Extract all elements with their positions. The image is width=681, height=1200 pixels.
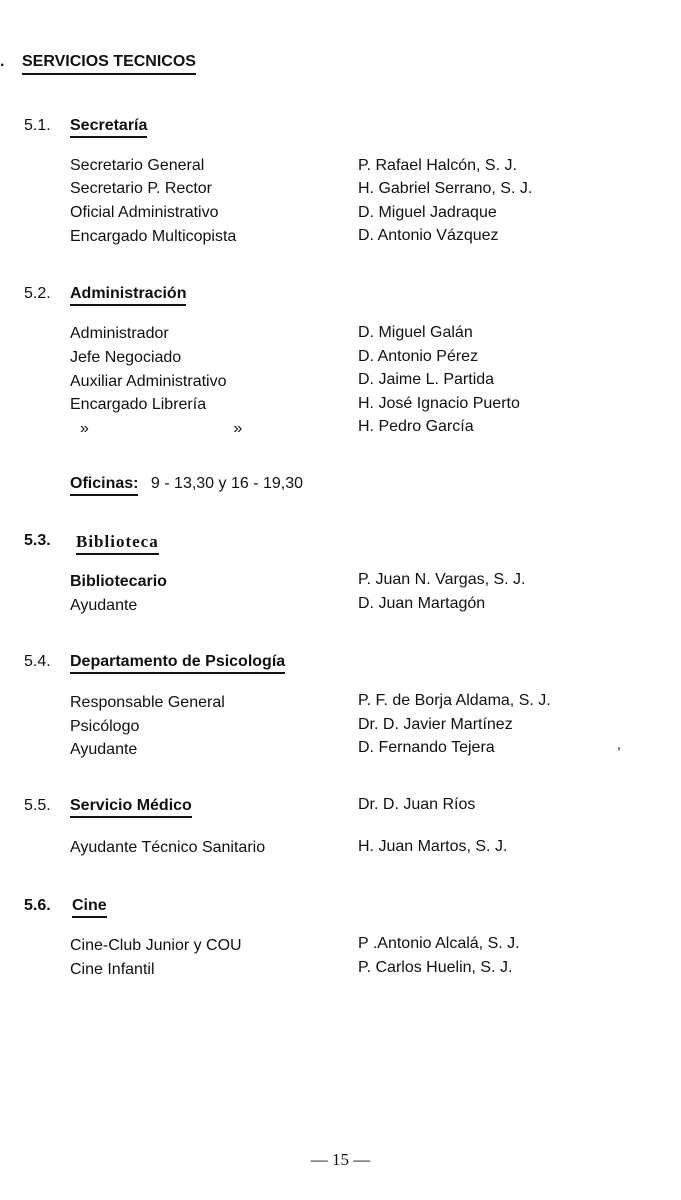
person-name: P. F. de Borja Aldama, S. J. (358, 692, 551, 709)
section-title: Secretaría (70, 117, 147, 135)
role-label: Ayudante Técnico Sanitario (70, 839, 266, 856)
page-title-text: SERVICIOS TECNICOS (22, 53, 196, 75)
page-title (22, 53, 196, 71)
section-title: Servicio Médico (70, 797, 192, 815)
person-name: Dr. D. Juan Ríos (358, 796, 476, 813)
role-label: Secretario P. Rector (70, 180, 212, 197)
role-label: Cine Infantil (70, 961, 155, 978)
role-label: Psicólogo (70, 718, 140, 735)
role-label: Encargado Multicopista (70, 228, 237, 245)
section-number: 5.2. (24, 285, 51, 302)
person-name: P .Antonio Alcalá, S. J. (358, 935, 520, 952)
person-name: H. Juan Martos, S. J. (358, 838, 508, 855)
section-number: 5.4. (24, 653, 51, 670)
role-label: Oficial Administrativo (70, 204, 219, 221)
section-title: Administración (70, 285, 186, 303)
section-number: 5.5. (24, 797, 51, 814)
person-name: D. Jaime L. Partida (358, 371, 495, 388)
role-label: Ayudante (70, 741, 138, 758)
section-title: Cine (72, 897, 107, 915)
person-name: H. Pedro García (358, 418, 474, 435)
section-number: 5.3. (24, 532, 51, 549)
ditto-marks: » » (80, 420, 313, 437)
office-hours (70, 475, 303, 493)
role-label: Jefe Negociado (70, 349, 182, 366)
person-name: H. José Ignacio Puerto (358, 395, 520, 412)
person-name: D. Antonio Pérez (358, 348, 479, 365)
stray-mark: , (617, 736, 621, 752)
person-name: D. Antonio Vázquez (358, 227, 499, 244)
page-number: — 15 — (310, 1150, 371, 1169)
role-label: Ayudante (70, 597, 138, 614)
role-label: Auxiliar Administrativo (70, 373, 227, 390)
person-name: D. Miguel Galán (358, 324, 473, 341)
role-label: Administrador (70, 325, 169, 342)
person-name: D. Juan Martagón (358, 595, 486, 612)
person-name: P. Rafael Halcón, S. J. (358, 157, 517, 174)
person-name: D. Miguel Jadraque (358, 204, 497, 221)
person-name: D. Fernando Tejera (358, 739, 495, 756)
person-name: P. Carlos Huelin, S. J. (358, 959, 513, 976)
role-label: Responsable General (70, 694, 225, 711)
role-label: Secretario General (70, 157, 205, 174)
office-hours-label: Oficinas: (70, 475, 138, 496)
person-name: H. Gabriel Serrano, S. J. (358, 180, 533, 197)
person-name: Dr. D. Javier Martínez (358, 716, 513, 733)
section-title: Biblioteca (76, 532, 159, 552)
heading-prefix: . (0, 53, 5, 70)
person-name: P. Juan N. Vargas, S. J. (358, 571, 526, 588)
section-number: 5.1. (24, 117, 51, 134)
section-number: 5.6. (24, 897, 51, 914)
section-title: Departamento de Psicología (70, 653, 285, 671)
role-label: Cine-Club Junior y COU (70, 937, 242, 954)
office-hours-value: 9 - 13,30 y 16 - 19,30 (150, 475, 304, 492)
role-label: Bibliotecario (70, 573, 167, 590)
role-label: Encargado Librería (70, 396, 207, 413)
